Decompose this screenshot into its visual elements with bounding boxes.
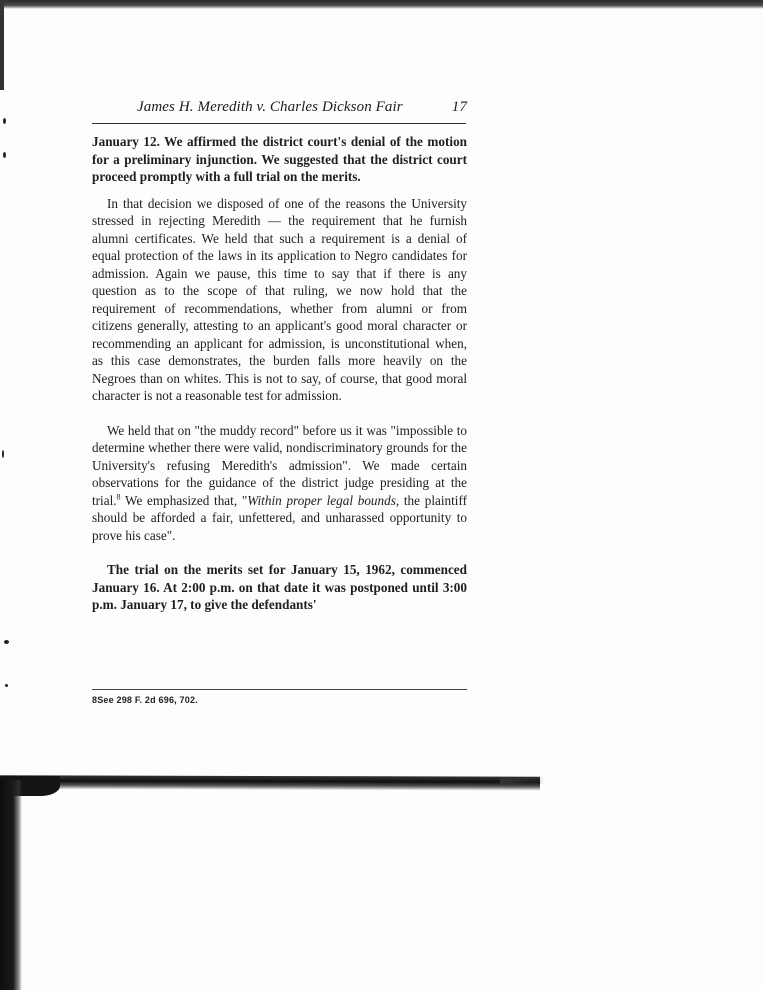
paragraph-2 [92, 195, 467, 405]
scan-speck [5, 684, 8, 687]
footnote-reference: 8 [116, 492, 121, 502]
paragraph-text: January 12. We affirmed the district court's denial of the motion for a preliminary injunction. We suggested that the district court proceed promptly with a full trial on the merits. [92, 134, 467, 184]
scan-speck [2, 450, 4, 458]
body-text [92, 133, 467, 623]
italic-phrase: Within proper legal bounds [247, 492, 396, 508]
paragraph-text: We emphasized that, " [120, 492, 248, 508]
running-head-title: James H. Meredith v. Charles Dickson Fair [137, 99, 403, 115]
footnote-rule [92, 689, 467, 690]
paragraph-text: We held that on "the muddy record" before us it was "impossible to determine whether there were valid, nondiscriminatory grounds for the University's refusing Meredith's admission". We made certain observations for the guidance of the district judge presiding at the trial. [92, 422, 467, 508]
paragraph-text: , the plaintiff should be afforded a fair, unfettered, and unharassed opportunity to prove his case". [92, 492, 467, 543]
scan-speck [3, 152, 6, 158]
paragraph-4 [92, 561, 467, 614]
paragraph-3 [92, 422, 467, 545]
scan-speck [3, 118, 6, 124]
footnote: 8See 298 F. 2d 696, 702. [92, 695, 198, 705]
scan-dark-band-tail [500, 778, 545, 784]
paragraph-text: In that decision we disposed of one of the reasons the University stressed in rejecting Meredith — the requirement that he furnish alumni certificates. We held that such a requirement is a denial of equal protection of the laws in its application to Negro candidates for admission. Again we pause, this time to say that if there is any question as to the scope of that ruling, we now hold that the requirement of recommendations, whether from alumni or from citizens generally, attesting to an applicant's good moral character or recommending an applicant for admission, is unconstitutional when, as this case demonstrates, the burden falls more heavily on the Negroes than on whites. This is not to say, of course, that good moral character is not a reasonable test for admission. [92, 195, 467, 403]
scan-speck [4, 640, 9, 644]
scan-left-edge [0, 0, 4, 90]
page-number: 17 [451, 99, 467, 115]
paragraph-text: The trial on the merits set for January 15, 1962, commenced January 16. At 2:00 p.m. on that date it was postponed until 3:00 p.m. January 17, to give the defendants' [92, 562, 467, 612]
scan-dark-band [0, 775, 540, 790]
scan-left-shadow [0, 780, 22, 990]
running-head-rule [92, 123, 466, 124]
scan-top-border [0, 0, 763, 9]
paragraph-1 [92, 133, 467, 186]
